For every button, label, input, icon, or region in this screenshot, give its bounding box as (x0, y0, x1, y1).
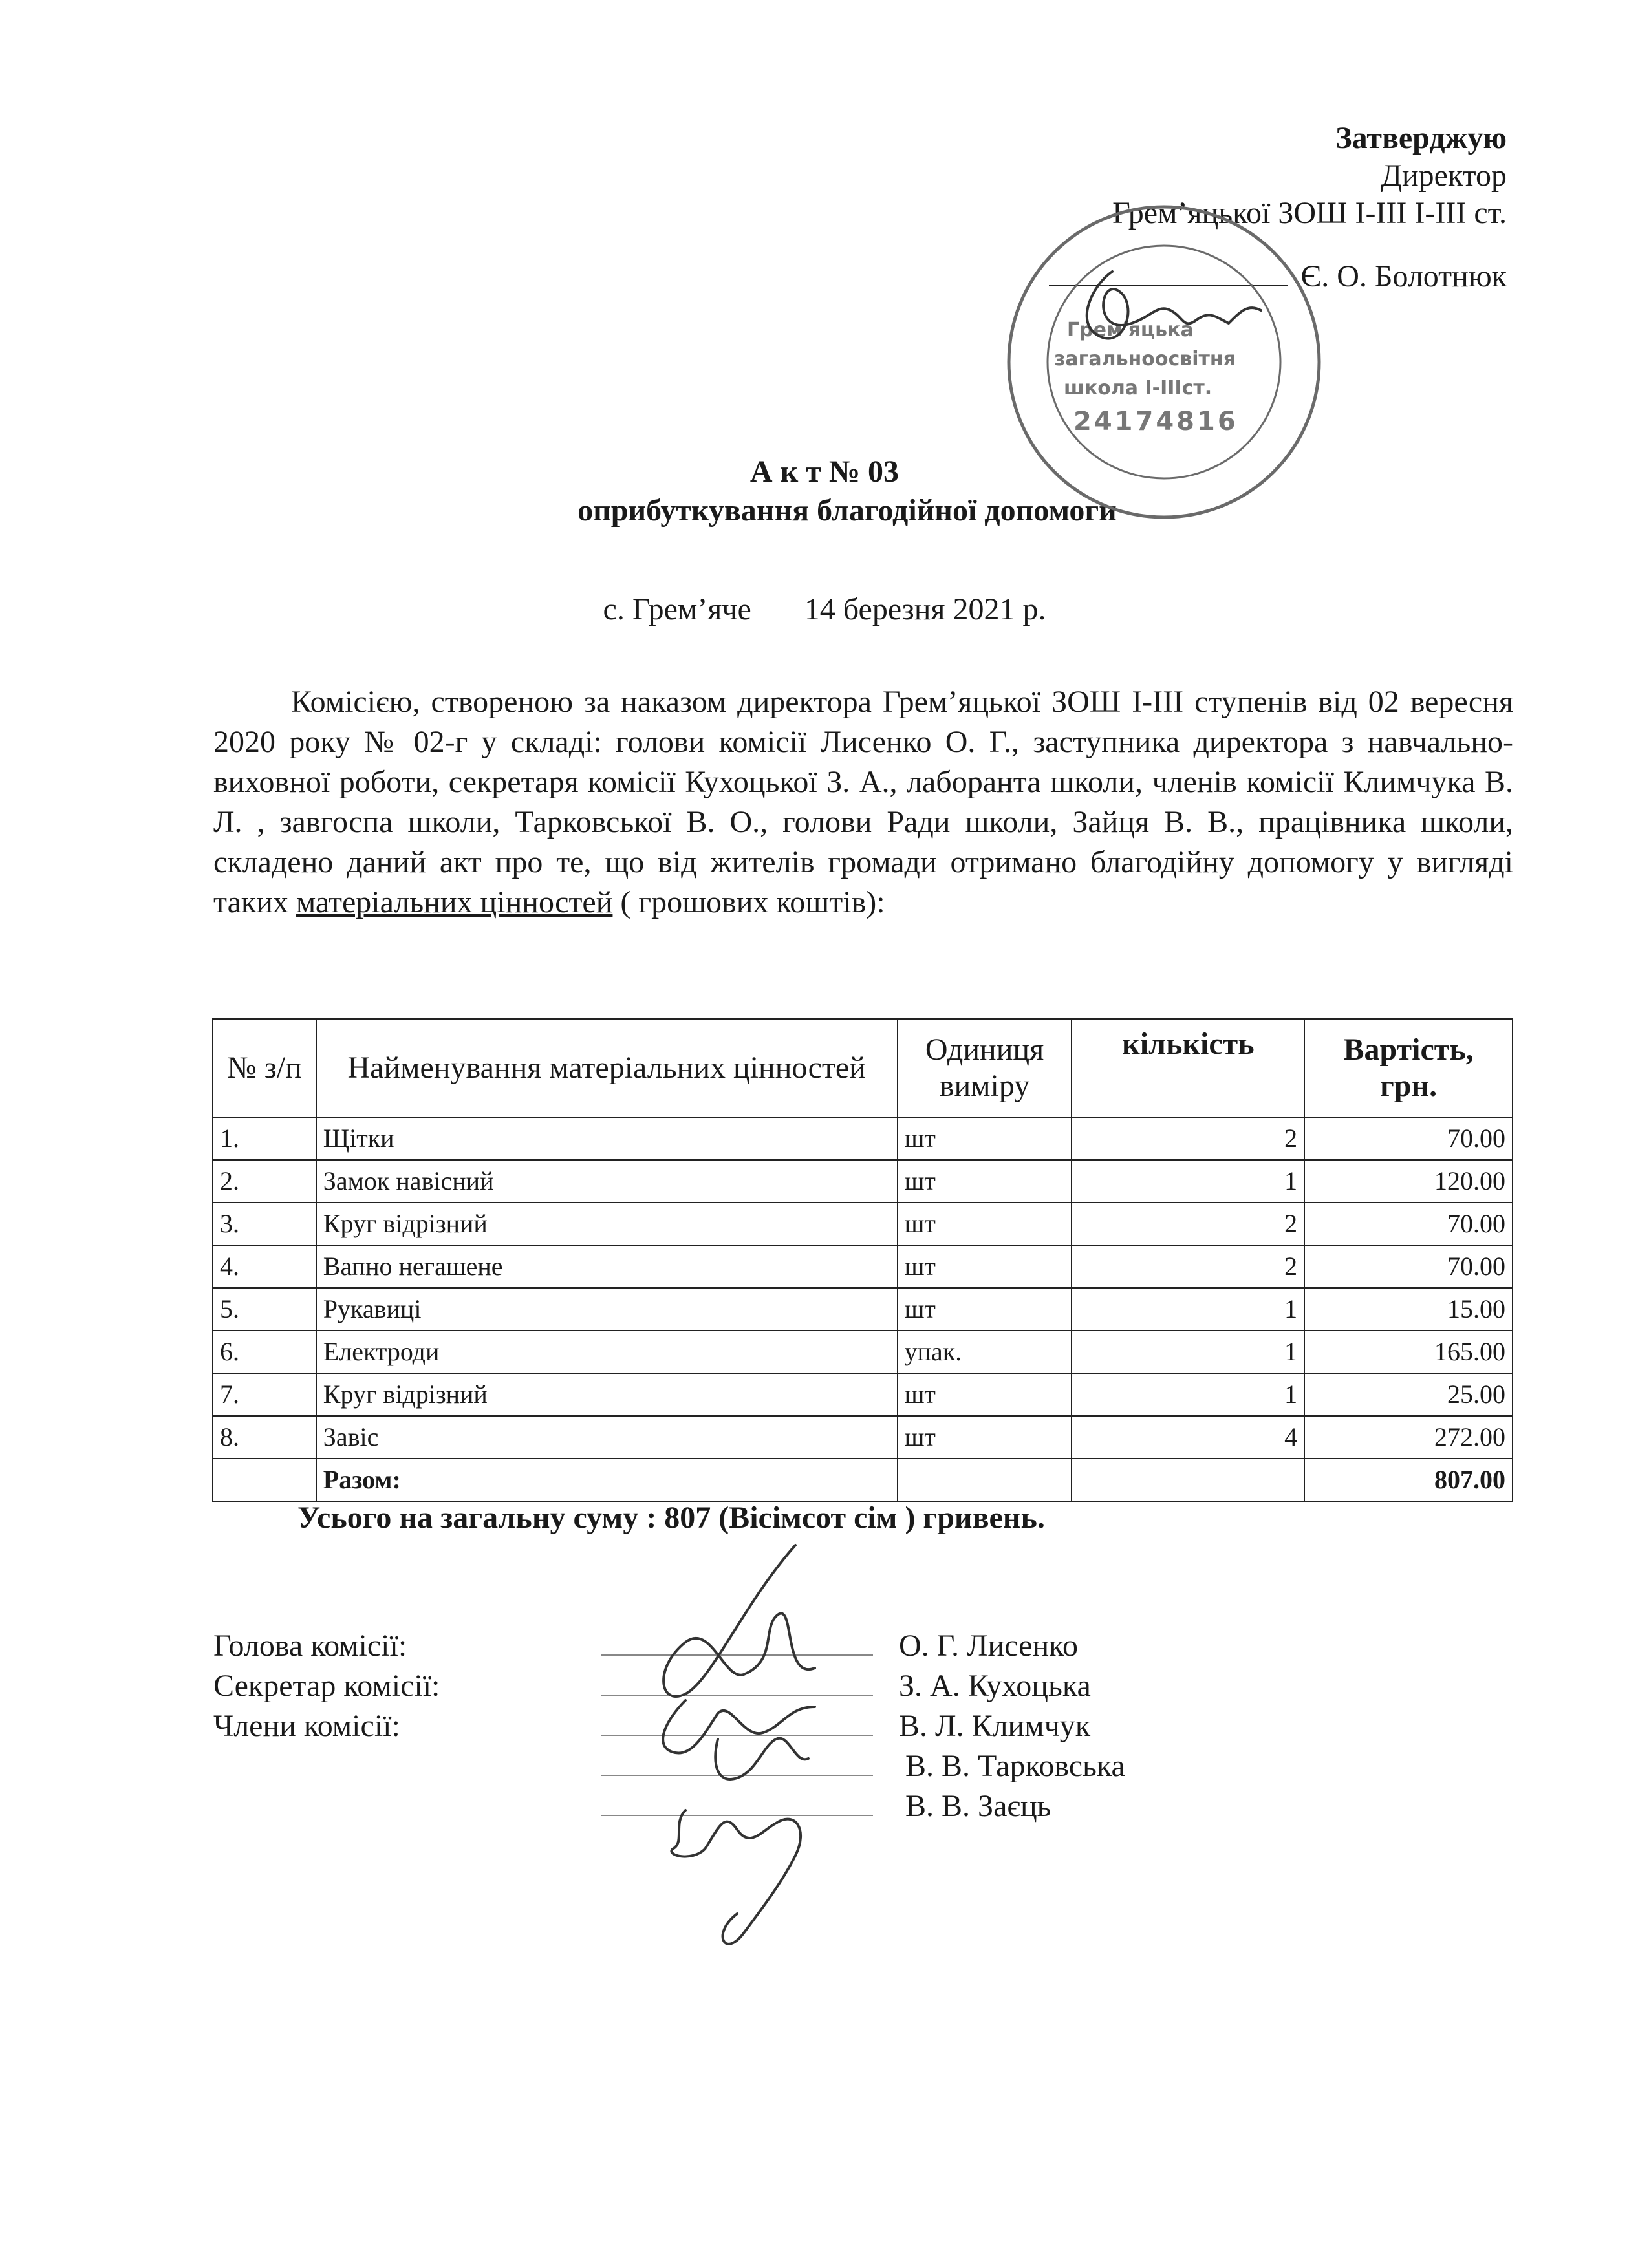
row-name: Круг відрізний (316, 1203, 898, 1245)
approval-school: Грем’яцької ЗОШ І-ІІІ І-ІІІ ст. (1112, 196, 1507, 230)
row-number: 7. (213, 1373, 316, 1416)
row-number: 5. (213, 1288, 316, 1331)
row-number: 2. (213, 1160, 316, 1203)
row-name: Електроди (316, 1331, 898, 1373)
row-name: Вапно негашене (316, 1245, 898, 1288)
row-number: 6. (213, 1331, 316, 1373)
header-name: Найменування матеріальних цінностей (316, 1019, 898, 1117)
grand-total: Усього на загальну суму : 807 (Вісімсот сім ) гривень. (297, 1501, 1045, 1535)
row-quantity: 2 (1072, 1245, 1304, 1288)
row-name: Рукавиці (316, 1288, 898, 1331)
row-quantity: 1 (1072, 1331, 1304, 1373)
row-number: 1. (213, 1117, 316, 1160)
row-number: 3. (213, 1203, 316, 1245)
row-unit: шт (898, 1203, 1072, 1245)
row-cost: 25.00 (1304, 1373, 1513, 1416)
place: с. Грем’яче (603, 592, 751, 626)
row-cost: 165.00 (1304, 1331, 1513, 1373)
approval-signer: Є. О. Болотнюк (1300, 259, 1507, 294)
row-unit: шт (898, 1245, 1072, 1288)
commission-signatures (663, 1545, 815, 1944)
row-cost: 120.00 (1304, 1160, 1513, 1203)
row-cost: 70.00 (1304, 1203, 1513, 1245)
header-quantity: кількість (1072, 1019, 1304, 1117)
row-name: Щітки (316, 1117, 898, 1160)
signature-name: В. В. Заєць (905, 1789, 1051, 1823)
row-unit: шт (898, 1160, 1072, 1203)
row-quantity: 2 (1072, 1117, 1304, 1160)
row-quantity: 4 (1072, 1416, 1304, 1459)
date: 14 березня 2021 р. (804, 592, 1046, 626)
act-subject: оприбуткування благодійної допомоги (577, 493, 1117, 528)
svg-text:24174816: 24174816 (1073, 407, 1238, 436)
signature-name: В. Л. Климчук (899, 1709, 1091, 1743)
signature-name: З. А. Кухоцька (899, 1669, 1091, 1703)
signature-name: В. В. Тарковська (905, 1749, 1125, 1783)
svg-text:загальноосвітня: загальноосвітня (1054, 348, 1236, 370)
row-unit: шт (898, 1288, 1072, 1331)
row-name: Круг відрізний (316, 1373, 898, 1416)
body-text-tail: ( грошових коштів): (612, 885, 885, 919)
body-text-underlined: матеріальних цінностей (296, 885, 613, 919)
row-unit: шт (898, 1117, 1072, 1160)
row-unit: шт (898, 1373, 1072, 1416)
row-quantity: 1 (1072, 1160, 1304, 1203)
svg-text:школа І-ІІІст.: школа І-ІІІст. (1064, 377, 1212, 400)
row-quantity: 1 (1072, 1288, 1304, 1331)
row-unit: шт (898, 1416, 1072, 1459)
header-unit: Одиниця виміру (898, 1019, 1072, 1117)
row-cost: 15.00 (1304, 1288, 1513, 1331)
row-unit: упак. (898, 1331, 1072, 1373)
signature-role: Секретар комісії: (213, 1669, 440, 1703)
approval-position: Директор (1381, 158, 1507, 193)
approval-heading: Затверджую (1335, 121, 1507, 155)
svg-text:Грем'яцька: Грем'яцька (1067, 319, 1194, 341)
signature-role: Голова комісії: (213, 1629, 407, 1663)
row-name: Завіс (316, 1416, 898, 1459)
school-stamp (1009, 207, 1319, 517)
row-number: 8. (213, 1416, 316, 1459)
body-text-main: Комісією, створеною за наказом директора Грем’яцької ЗОШ І-ІІІ ступенів від 02 вересня 2020 року № 02-г у складі: голови комісії Лисенко О. Г., заступника директора з навчально-виховної роботи, секретаря комісії Кухоцької З. А., лаборанта школи, членів комісії Климчука В. Л. , завгоспа школи, Тарковської В. О., голови Ради школи, Зайця В. В., працівника школи, складено даний акт про те, що від жителів громади отримано благодійну допомогу у вигляді таких (213, 685, 1513, 919)
row-cost: 70.00 (1304, 1117, 1513, 1160)
row-number: 4. (213, 1245, 316, 1288)
total-value: 807.00 (1304, 1459, 1513, 1501)
act-number: А к т № 03 (749, 455, 900, 489)
total-label: Разом: (316, 1459, 898, 1501)
signature-role: Члени комісії: (213, 1709, 400, 1743)
header-cost: Вартість, грн. (1304, 1019, 1513, 1117)
row-cost: 70.00 (1304, 1245, 1513, 1288)
row-cost: 272.00 (1304, 1416, 1513, 1459)
header-number: № з/п (213, 1019, 316, 1117)
row-name: Замок навісний (316, 1160, 898, 1203)
signature-name: О. Г. Лисенко (899, 1629, 1079, 1663)
row-quantity: 1 (1072, 1373, 1304, 1416)
row-quantity: 2 (1072, 1203, 1304, 1245)
